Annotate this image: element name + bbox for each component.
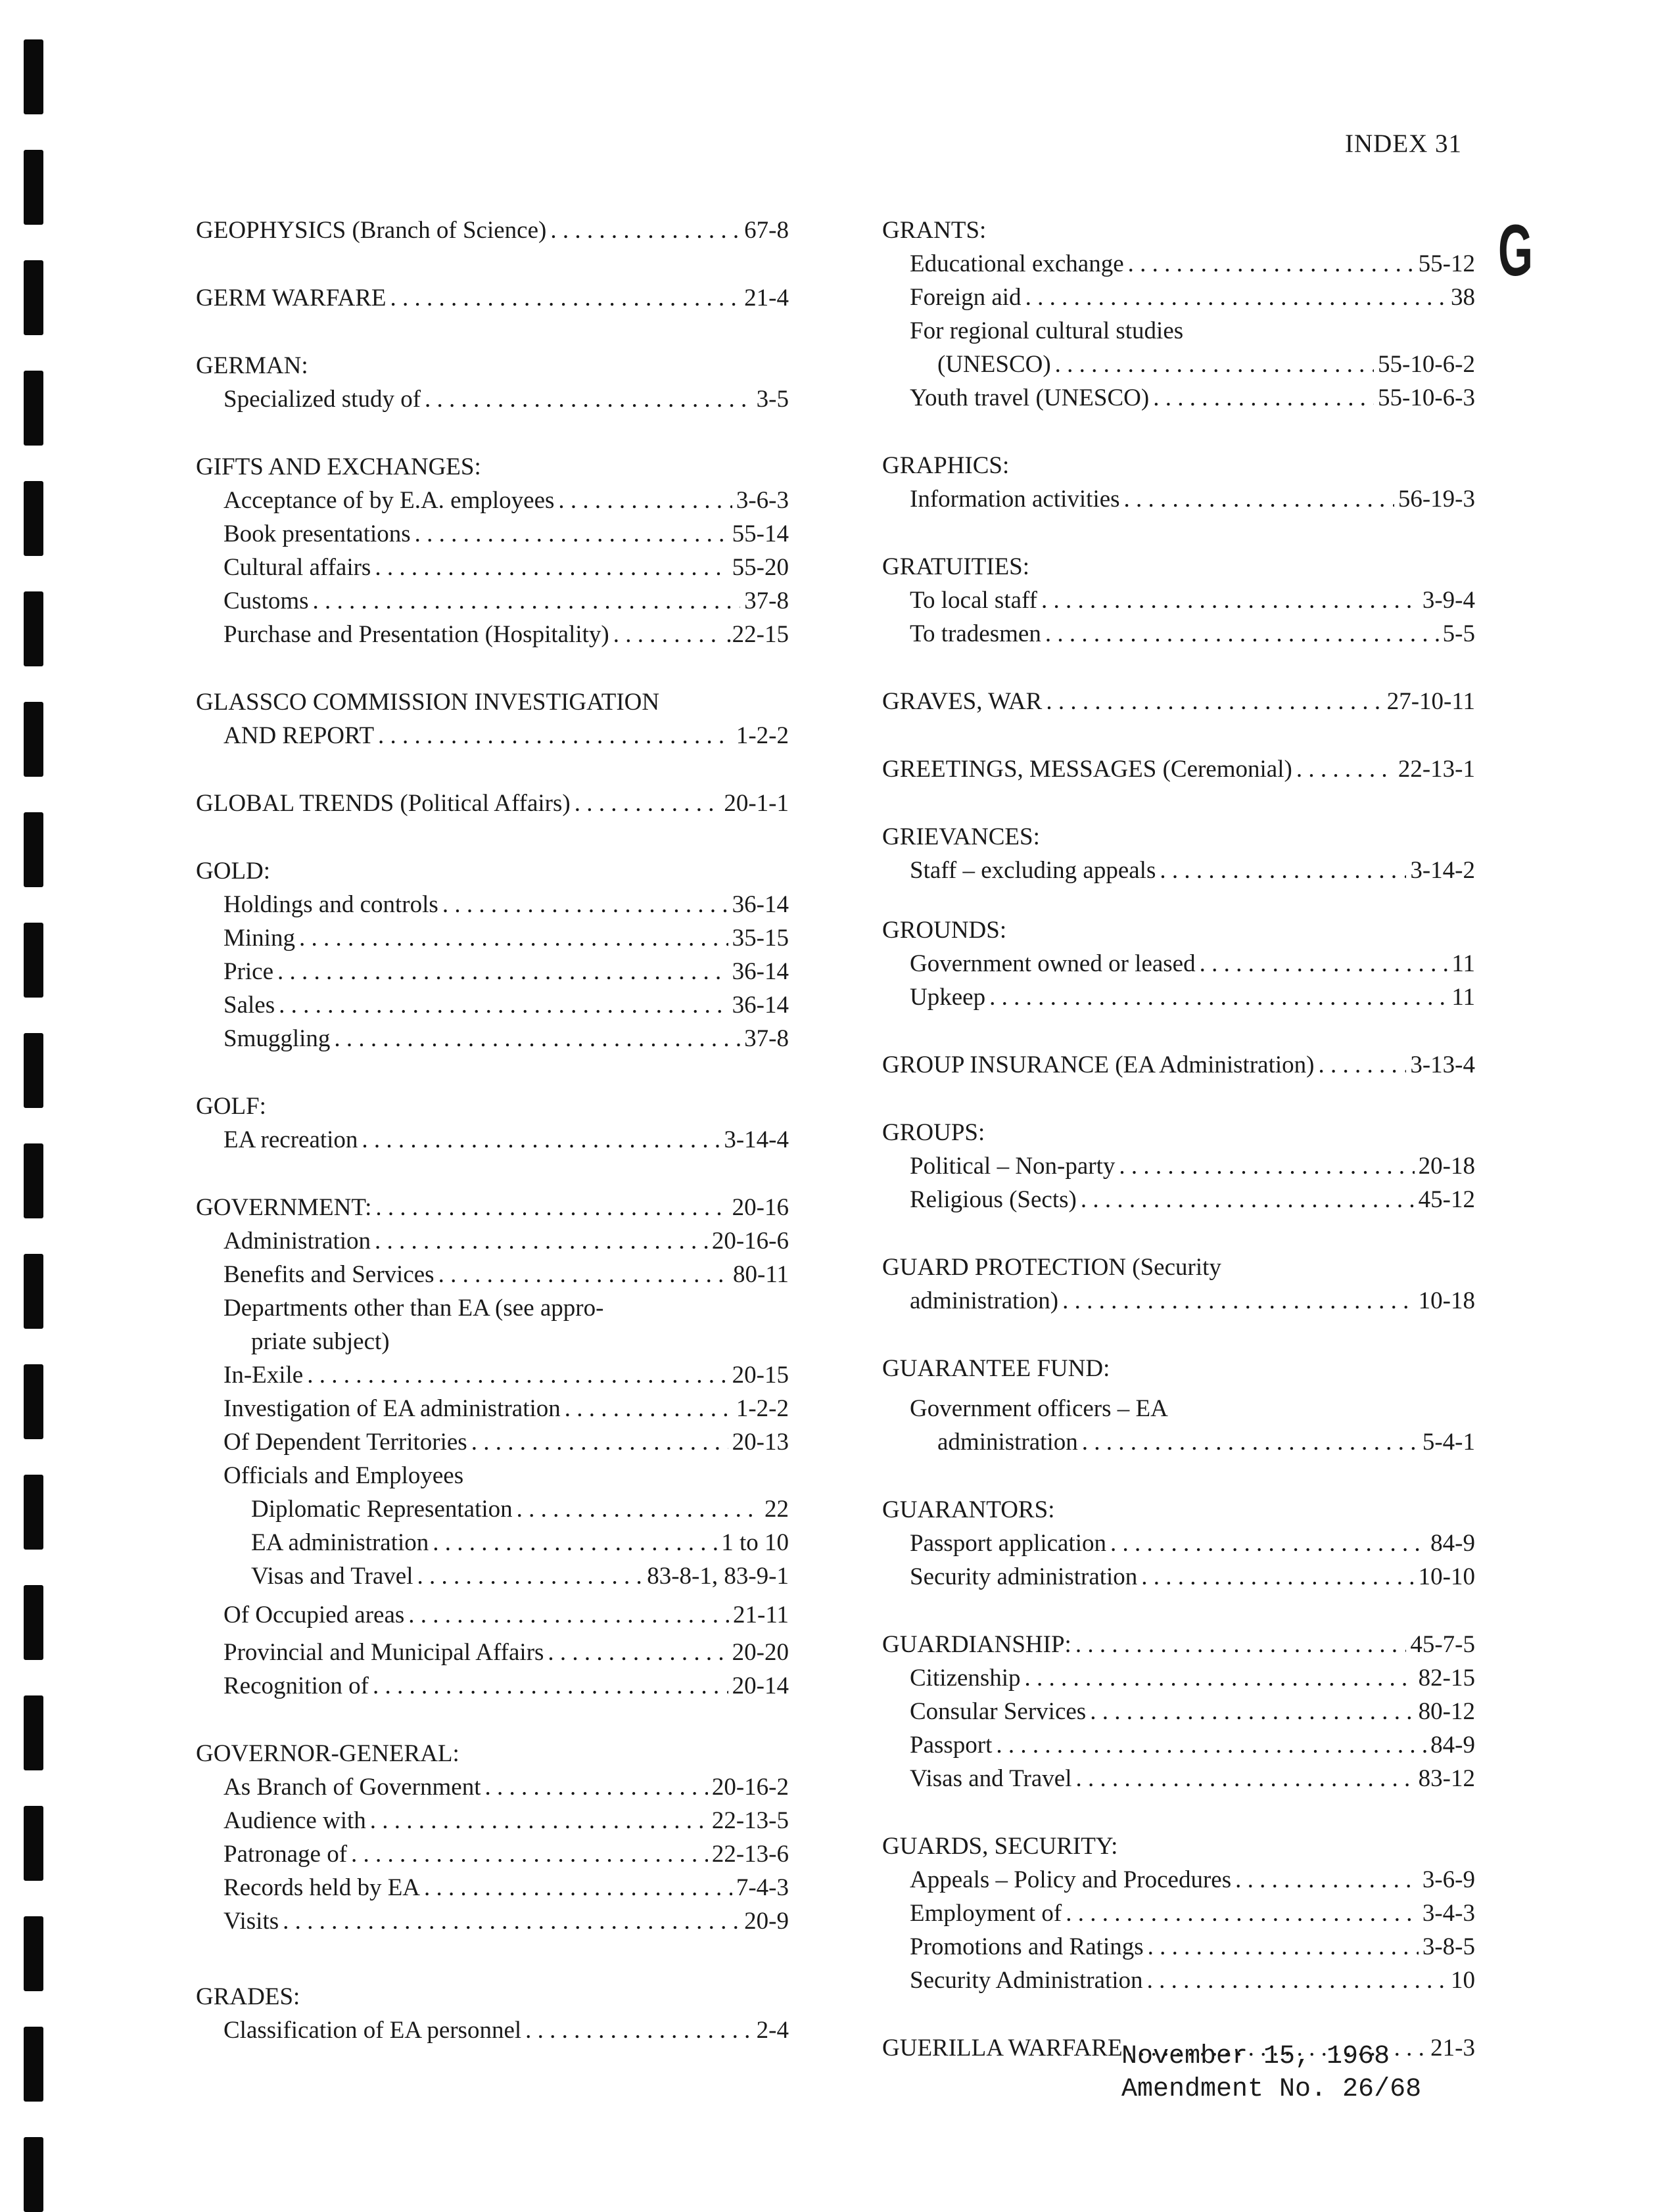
index-entry: GUARD PROTECTION (Security administration) . . . 10-18 bbox=[882, 1251, 1475, 1318]
index-entry: GUARANTORS: Passport application . . . 84-9 Security administration . . . 10-10 bbox=[882, 1493, 1475, 1594]
binding-hole bbox=[24, 2027, 43, 2102]
binding-hole bbox=[24, 2137, 43, 2212]
footer-date: November 15, 1968 bbox=[1121, 2042, 1390, 2071]
index-entry: GROUPS: Political – Non-party . . . 20-18 Religious (Sects) . . . 45-12 bbox=[882, 1116, 1475, 1216]
index-entry: GOLD: Holdings and controls . . . 36-14 Mining . . . 35-15 Price . . . 36-14 Sales . . . 36-14 Smuggling . . . 37-8 bbox=[196, 854, 789, 1055]
index-entry: GRAVES, WAR . . . 27-10-11 bbox=[882, 685, 1475, 718]
index-entry: GRATUITIES: To local staff . . . 3-9-4 To tradesmen . . . 5-5 bbox=[882, 550, 1475, 651]
index-entry: GLOBAL TRENDS (Political Affairs) . . . 20-1-1 bbox=[196, 787, 789, 820]
binding-hole bbox=[24, 591, 43, 666]
binding-hole bbox=[24, 481, 43, 556]
binding-holes bbox=[24, 39, 46, 2162]
binding-hole bbox=[24, 812, 43, 887]
right-column bbox=[882, 214, 1475, 2065]
binding-hole bbox=[24, 150, 43, 225]
left-column bbox=[196, 214, 789, 2047]
binding-hole bbox=[24, 1033, 43, 1108]
index-entry: GUARDIANSHIP: . . . 45-7-5 Citizenship . . . 82-15 Consular Services . . . 80-12 Passport . . . 84-9 Visas and Travel . . . 83-12 bbox=[882, 1628, 1475, 1795]
binding-hole bbox=[24, 1806, 43, 1881]
index-entry: GROUP INSURANCE (EA Administration) . . . 3-13-4 bbox=[882, 1048, 1475, 1082]
amendment-footer bbox=[1121, 2040, 1421, 2106]
binding-hole bbox=[24, 1695, 43, 1770]
index-entry: GOVERNMENT: . . . 20-16 Administration . . . 20-16-6 Benefits and Services . . . 80-11 Departments other than EA (see appro- priate subject) In-Exile . . . 20-15 Investigation of EA administration . . . 1-2-2 Of Dependent Territories . . . 20-13 Officials and Employees Diplomatic Representation . . . 22 EA administration . . . 1 to 10 Visas and Travel . . . 83-8-1, 83-9-1 Of Occupied areas . . . 21-11 Provincial and Municipal Affairs . . . 20-20 Recognition of . . . 20-14 bbox=[196, 1191, 789, 1703]
page-header: INDEX 31 bbox=[1345, 129, 1463, 158]
index-entry: GRANTS: Educational exchange . . . 55-12 Foreign aid . . . 38 For regional cultural studies (UNESCO) . . . 55-10-6-2 Youth travel (UNESCO) . . . 55-10-6-3 bbox=[882, 214, 1475, 415]
index-entry: GRIEVANCES: Staff – excluding appeals . . . 3-14-2 bbox=[882, 820, 1475, 887]
binding-hole bbox=[24, 1254, 43, 1329]
index-entry: GUARANTEE FUND: Government officers – EA administration . . . 5-4-1 bbox=[882, 1352, 1475, 1459]
index-entry: GEOPHYSICS (Branch of Science) . . . 67-8 bbox=[196, 214, 789, 247]
index-entry: GUERILLA WARFARE . . . 21-3 bbox=[882, 2031, 1475, 2065]
section-tab-letter: G bbox=[1498, 210, 1534, 291]
binding-hole bbox=[24, 1916, 43, 1991]
index-entry: GROUNDS: Government owned or leased . . . 11 Upkeep . . . 11 bbox=[882, 913, 1475, 1014]
binding-hole bbox=[24, 1585, 43, 1660]
index-entry: GERMAN: Specialized study of . . . 3-5 bbox=[196, 349, 789, 416]
index-entry: GOLF: EA recreation . . . 3-14-4 bbox=[196, 1090, 789, 1157]
binding-hole bbox=[24, 260, 43, 335]
index-entry: GREETINGS, MESSAGES (Ceremonial) . . . 22-13-1 bbox=[882, 752, 1475, 786]
binding-hole bbox=[24, 702, 43, 777]
index-entry: GUARDS, SECURITY: Appeals – Policy and Procedures . . . 3-6-9 Employment of . . . 3-4-3 Promotions and Ratings . . . 3-8-5 Security Administration . . . 10 bbox=[882, 1830, 1475, 1997]
binding-hole bbox=[24, 39, 43, 114]
binding-hole bbox=[24, 371, 43, 446]
index-entry: GERM WARFARE . . . 21-4 bbox=[196, 281, 789, 315]
binding-hole bbox=[24, 1364, 43, 1439]
index-entry: GOVERNOR-GENERAL: As Branch of Government . . . 20-16-2 Audience with . . . 22-13-5 Patronage of . . . 22-13-6 Records held by EA . . . 7-4-3 Visits . . . 20-9 bbox=[196, 1737, 789, 1938]
index-entry: GRAPHICS: Information activities . . . 56-19-3 bbox=[882, 449, 1475, 516]
binding-hole bbox=[24, 923, 43, 998]
binding-hole bbox=[24, 1143, 43, 1218]
index-entry: GLASSCO COMMISSION INVESTIGATION AND REPORT . . . 1-2-2 bbox=[196, 685, 789, 752]
index-entry: GIFTS AND EXCHANGES: Acceptance of by E.A. employees . . . 3-6-3 Book presentations . . . 55-14 Cultural affairs . . . 55-20 Customs . . . 37-8 Purchase and Presentation (Hospitality) . . . .22-15 bbox=[196, 450, 789, 651]
binding-hole bbox=[24, 1475, 43, 1550]
footer-amendment: Amendment No. 26/68 bbox=[1121, 2075, 1422, 2104]
index-entry: GRADES: Classification of EA personnel . . . 2-4 bbox=[196, 1980, 789, 2047]
